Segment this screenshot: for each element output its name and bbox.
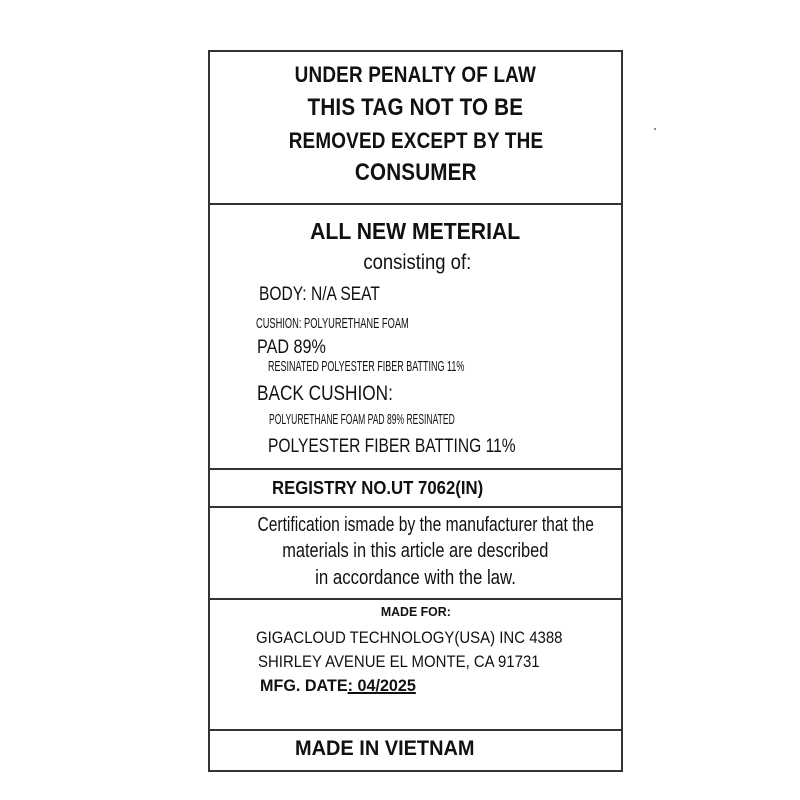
origin-section — [210, 730, 621, 772]
warning-line-4: CONSUMER — [354, 159, 477, 186]
company-address: SHIRLEY AVENUE EL MONTE, CA 91731 — [258, 652, 540, 671]
body-line: BODY: N/A SEAT — [259, 284, 380, 305]
speck — [654, 128, 656, 130]
mfg-date-value: : 04/2025 — [347, 676, 416, 695]
warning-line-2: THIS TAG NOT TO BE — [307, 94, 524, 121]
mfg-date — [260, 676, 444, 696]
seat-batting-line: RESINATED POLYESTER FIBER BATTING 11% — [268, 358, 465, 375]
seat-pad-line: PAD 89% — [257, 337, 326, 358]
mfg-date-label: MFG. DATE — [260, 676, 348, 695]
material-title: ALL NEW METERIAL — [310, 218, 521, 244]
warning-line-1: UNDER PENALTY OF LAW — [294, 62, 537, 87]
registry-section — [210, 469, 621, 507]
law-tag — [208, 50, 623, 772]
back-cushion-label: BACK CUSHION: — [257, 382, 393, 405]
warning-line-3: REMOVED EXCEPT BY THE — [288, 128, 543, 153]
back-cushion-line-2: POLYESTER FIBER BATTING 11% — [268, 436, 516, 457]
back-cushion-line-1: POLYURETHANE FOAM PAD 89% RESINATED — [269, 411, 455, 428]
seat-cushion-line: CUSHION: POLYURETHANE FOAM — [256, 315, 409, 332]
certification-section — [210, 507, 621, 599]
certification-line-2: materials in this article are described — [282, 540, 549, 562]
material-section — [210, 204, 621, 468]
consisting-label: consisting of: — [363, 251, 472, 274]
certification-line-1: Certification ismade by the manufacturer that the — [257, 514, 594, 536]
made-for-section — [210, 599, 621, 729]
warning-section — [210, 52, 621, 204]
registry-number: REGISTRY NO.UT 7062(IN) — [272, 478, 484, 498]
certification-line-3: in accordance with the law. — [315, 567, 516, 589]
country-of-origin: MADE IN VIETNAM — [295, 737, 475, 760]
made-for-label: MADE FOR: — [380, 604, 451, 619]
company-name: GIGACLOUD TECHNOLOGY(USA) INC 4388 — [256, 628, 563, 647]
